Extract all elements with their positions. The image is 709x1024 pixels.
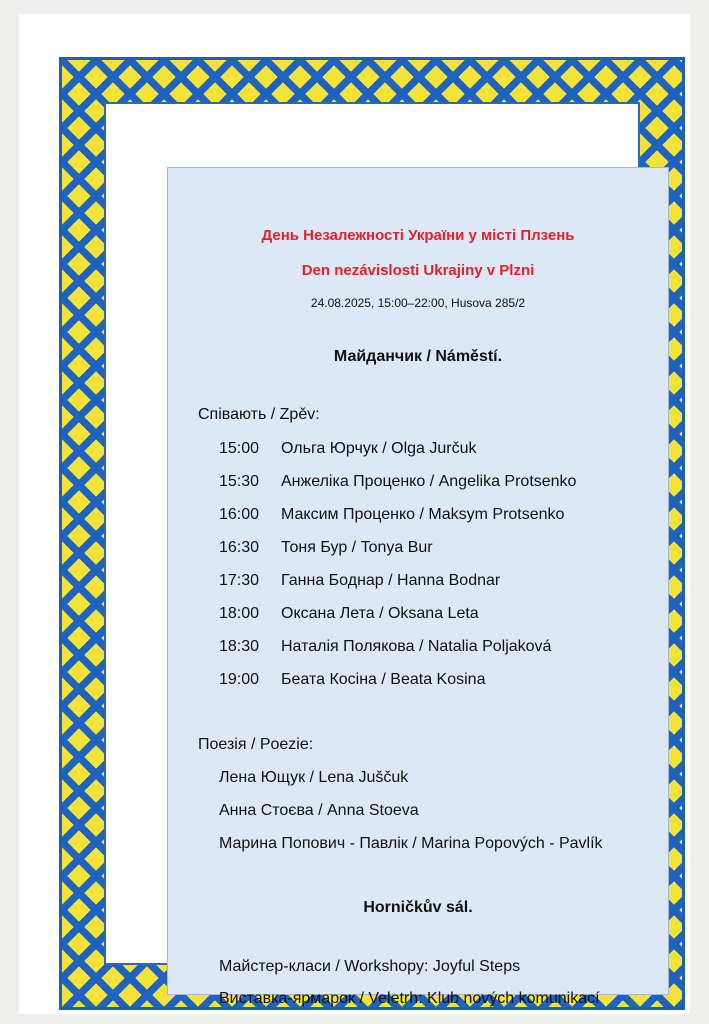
performer-name: Оксана Лета / Oksana Leta <box>281 605 479 622</box>
schedule-row <box>219 605 479 623</box>
schedule-time: 18:00 <box>219 605 260 622</box>
performer-name: Тоня Бур / Tonya Bur <box>281 539 433 556</box>
schedule-time: 15:30 <box>219 473 260 490</box>
hall-activity: Майстер-класи / Workshopy: Joyful Steps <box>219 958 521 975</box>
schedule-row <box>219 506 564 524</box>
performer-name: Ольга Юрчук / Olga Jurčuk <box>281 440 477 457</box>
schedule-row <box>219 572 500 590</box>
title-czech: Den nezávislosti Ukrajiny v Plzni <box>301 262 535 279</box>
singing-label: Співають / Zpěv: <box>198 406 320 423</box>
program-panel <box>167 167 669 1007</box>
poet-name: Анна Стоєва / Anna Stoeva <box>219 802 419 819</box>
schedule-row <box>219 440 477 458</box>
schedule-time: 18:30 <box>219 638 260 655</box>
schedule-row <box>219 539 433 557</box>
schedule-row <box>219 671 485 689</box>
section-title-hall: Horničkův sál. <box>363 899 473 916</box>
poetry-label: Поезія / Poezie: <box>198 736 314 753</box>
hall-activity: Виставка-ярмарок / Veletrh: Klub nových komunikací <box>219 990 600 1007</box>
section-title-square: Майданчик / Náměstí. <box>333 348 503 365</box>
date-and-venue: 24.08.2025, 15:00–22:00, Husova 285/2 <box>310 296 526 310</box>
schedule-time: 15:00 <box>219 440 260 457</box>
poet-name: Лена Ющук / Lena Juščuk <box>219 769 409 786</box>
performer-name: Беата Косіна / Beata Kosina <box>281 671 486 688</box>
schedule-time: 17:30 <box>219 572 260 589</box>
performer-name: Анжеліка Проценко / Angelika Protsenko <box>281 473 577 490</box>
schedule-time: 16:00 <box>219 506 260 523</box>
schedule-row <box>219 473 576 491</box>
performer-name: Максим Проценко / Maksym Protsenko <box>281 506 565 523</box>
schedule-row <box>219 638 551 656</box>
title-ukrainian: День Незалежності України у місті Плзень <box>261 227 575 244</box>
schedule-time: 16:30 <box>219 539 260 556</box>
performer-name: Наталія Полякова / Natalia Poljaková <box>281 638 552 655</box>
schedule-time: 19:00 <box>219 671 260 688</box>
document-page <box>19 14 690 1014</box>
inner-white-margin <box>104 102 640 1007</box>
poet-name: Марина Попович - Павлік / Marina Popových - Pavlík <box>219 835 603 852</box>
ornamental-border <box>59 57 685 1010</box>
performer-name: Ганна Боднар / Hanna Bodnar <box>281 572 501 589</box>
